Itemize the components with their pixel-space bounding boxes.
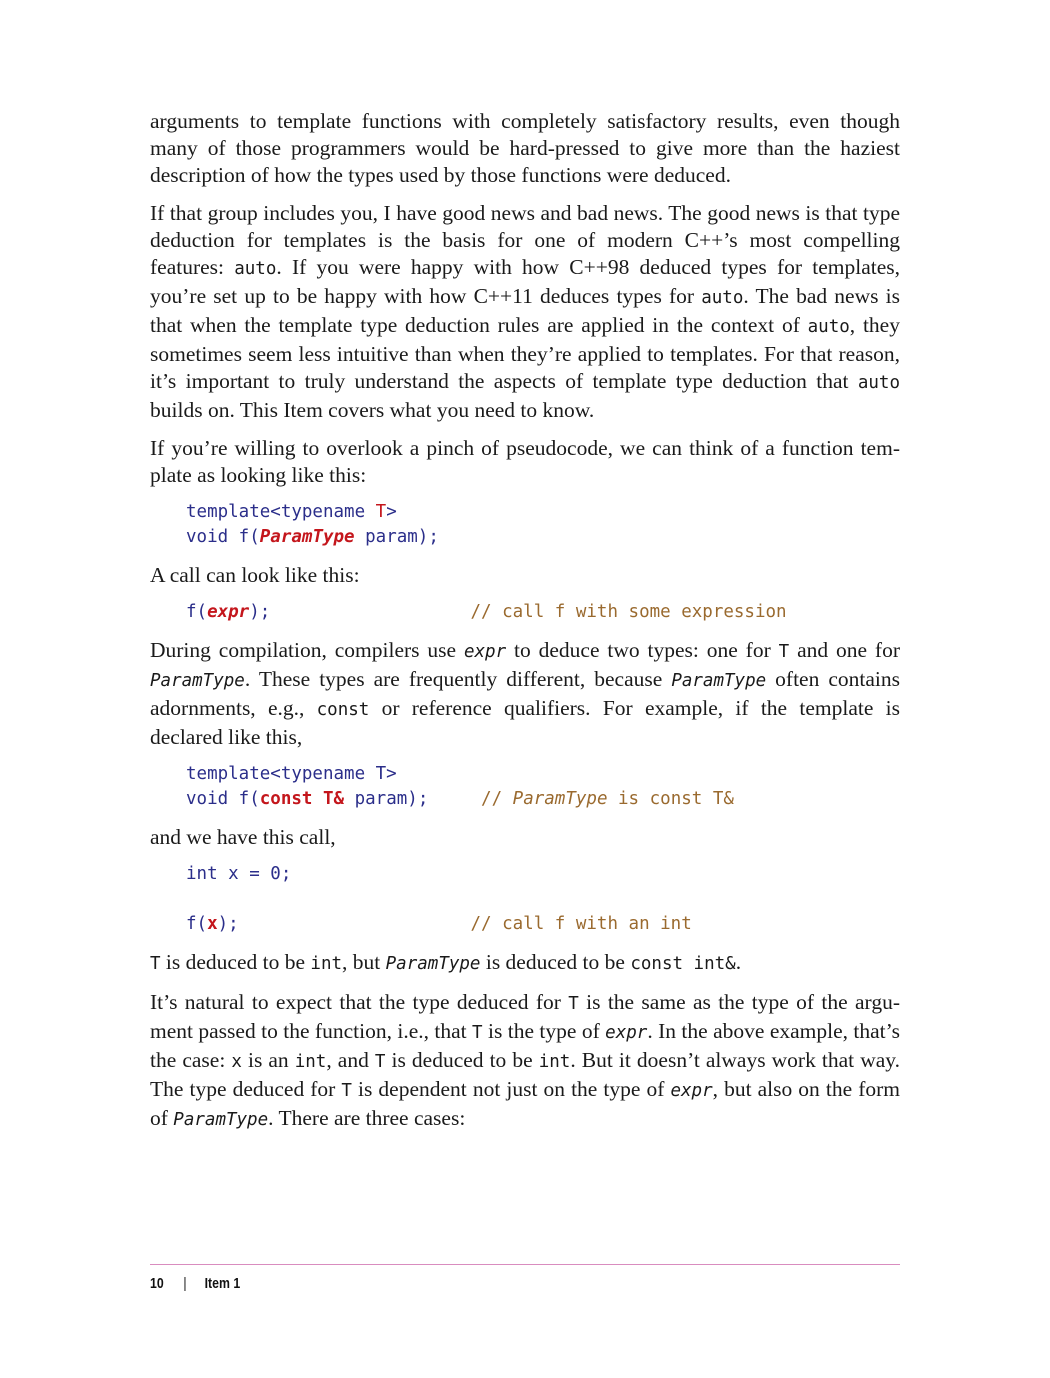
- text-run: is deduced to be: [385, 1048, 539, 1072]
- text-run: is deduced to be: [160, 950, 311, 974]
- code-comment: is const T&: [607, 789, 734, 809]
- text-run: . If you were happy with how C++98 deduced types for templates, you’re set up to be happy with how C++11 deduces types for: [150, 255, 900, 308]
- footer-separator: |: [183, 1274, 187, 1292]
- code-token: );: [249, 602, 271, 622]
- code-highlight: x: [207, 914, 218, 934]
- code-token: f(: [186, 602, 208, 622]
- code-token: template<typename: [186, 502, 376, 522]
- code-block-const-ref-template: [186, 762, 900, 812]
- paragraph: [150, 435, 900, 489]
- text-run: , they sometimes seem less intuitive than when they’re applied to templates. For that reason, it’s important to truly understand the aspects of template type deduction that: [150, 313, 900, 393]
- text-run: is the type of: [482, 1019, 606, 1043]
- code-highlight: T: [375, 502, 387, 522]
- text-run: , but: [342, 950, 386, 974]
- inline-code-italic: expr: [605, 1023, 648, 1043]
- inline-code: T: [778, 642, 790, 662]
- inline-code: auto: [857, 373, 900, 393]
- text-run: If you’re willing to overlook a pinch of pseudocode, we can think of a function template as looking like this:: [150, 436, 900, 487]
- code-token: template<typename T>: [186, 764, 397, 784]
- inline-code: T: [472, 1023, 483, 1043]
- code-line: [186, 764, 397, 784]
- code-token: [270, 602, 470, 622]
- code-line: [186, 789, 734, 809]
- text-run: is dependent not just on the type of: [351, 1077, 671, 1101]
- inline-code: T: [374, 1052, 386, 1072]
- paragraph: [150, 949, 900, 978]
- code-token: [239, 914, 471, 934]
- code-token: );: [217, 914, 239, 934]
- code-line: [186, 864, 291, 884]
- text-run: , and: [326, 1048, 375, 1072]
- text-run: often contains adornments, e.g.,: [150, 667, 901, 720]
- inline-code: const int&: [630, 954, 736, 974]
- text-run: is the same as the type of the argument passed to the function, i.e., that: [150, 990, 900, 1043]
- code-highlight: ParamType: [259, 527, 355, 547]
- paragraph: [150, 824, 900, 851]
- code-token: param);: [344, 789, 429, 809]
- inline-code: auto: [701, 288, 744, 308]
- text-run: is deduced to be: [480, 950, 631, 974]
- code-line: [186, 502, 397, 522]
- code-comment: // call f with some expression: [470, 602, 787, 622]
- page-body: [150, 108, 900, 1145]
- code-block-call: [186, 600, 900, 625]
- page-footer: [150, 1272, 240, 1294]
- code-token: int x = 0;: [186, 864, 292, 884]
- paragraph: [150, 637, 900, 751]
- text-run: . The bad news is that when the template type deduction rules are applied in the context of: [150, 284, 900, 337]
- inline-code: int: [294, 1052, 327, 1072]
- inline-code-italic: ParamType: [173, 1110, 269, 1130]
- inline-code: x: [231, 1052, 242, 1072]
- inline-code: auto: [807, 317, 850, 337]
- text-run: , but also on the form of: [150, 1077, 900, 1130]
- text-run: . But it doesn’t always work that way. The type deduced for: [150, 1048, 900, 1101]
- code-token: void f(: [186, 789, 260, 809]
- code-token: param);: [354, 527, 439, 547]
- text-run: If that group includes you, I have good news and bad news. The good news is that type deduction for templates is the basis for one of modern C++’s most compelling features:: [150, 201, 900, 279]
- code-comment: // call f with an int: [470, 914, 692, 934]
- inline-code: T: [150, 954, 161, 974]
- text-run: to deduce two types: one for: [506, 638, 779, 662]
- text-run: arguments to template functions with completely satisfactory results, even though many of those programmers would be hard-pressed to give more than the haziest description of how the types used by those functions were deduced.: [150, 109, 900, 187]
- inline-code: T: [341, 1081, 352, 1101]
- page-number: 10: [150, 1274, 164, 1292]
- paragraph: [150, 108, 900, 189]
- code-line: [186, 914, 692, 934]
- text-run: It’s natural to expect that the type deduced for: [150, 990, 569, 1014]
- text-run: . In the above example, that’s the case:: [150, 1019, 901, 1072]
- inline-code: T: [568, 994, 579, 1014]
- code-token: void f(: [186, 527, 260, 547]
- code-comment: //: [481, 789, 513, 809]
- inline-code: auto: [234, 259, 277, 279]
- inline-code: const: [316, 700, 370, 720]
- code-line: [186, 887, 900, 912]
- text-run: . There are three cases:: [268, 1106, 466, 1130]
- paragraph: [150, 200, 900, 424]
- code-line: [186, 602, 787, 622]
- code-comment: ParamType: [512, 789, 608, 809]
- text-run: During compilation, compilers use: [150, 638, 464, 662]
- code-block-int-call: [186, 862, 900, 937]
- paragraph: [150, 562, 900, 589]
- inline-code-italic: ParamType: [150, 671, 245, 691]
- inline-code-italic: ParamType: [671, 671, 767, 691]
- inline-code: int: [310, 954, 343, 974]
- paragraph: [150, 989, 900, 1134]
- code-token: >: [386, 502, 397, 522]
- inline-code: int: [538, 1052, 571, 1072]
- inline-code-italic: expr: [670, 1081, 713, 1101]
- code-highlight: const T&: [259, 789, 345, 809]
- text-run: and we have this call,: [150, 825, 336, 849]
- section-title: Item 1: [204, 1274, 241, 1292]
- inline-code-italic: ParamType: [385, 954, 481, 974]
- text-run: . These types are frequently different, because: [244, 667, 672, 691]
- footer-rule: [150, 1264, 900, 1265]
- code-token: [428, 789, 481, 809]
- text-run: .: [735, 950, 742, 974]
- text-run: A call can look like this:: [150, 563, 360, 587]
- code-line: [186, 527, 439, 547]
- inline-code-italic: expr: [463, 642, 507, 662]
- code-block-template-declaration: [186, 500, 900, 550]
- code-token: f(: [186, 914, 208, 934]
- text-run: builds on. This Item covers what you need to know.: [150, 398, 595, 422]
- text-run: is an: [241, 1048, 295, 1072]
- text-run: and one for: [789, 638, 900, 662]
- code-highlight: expr: [207, 602, 250, 622]
- text-run: or reference qualifiers. For example, if the template is declared like this,: [150, 696, 900, 749]
